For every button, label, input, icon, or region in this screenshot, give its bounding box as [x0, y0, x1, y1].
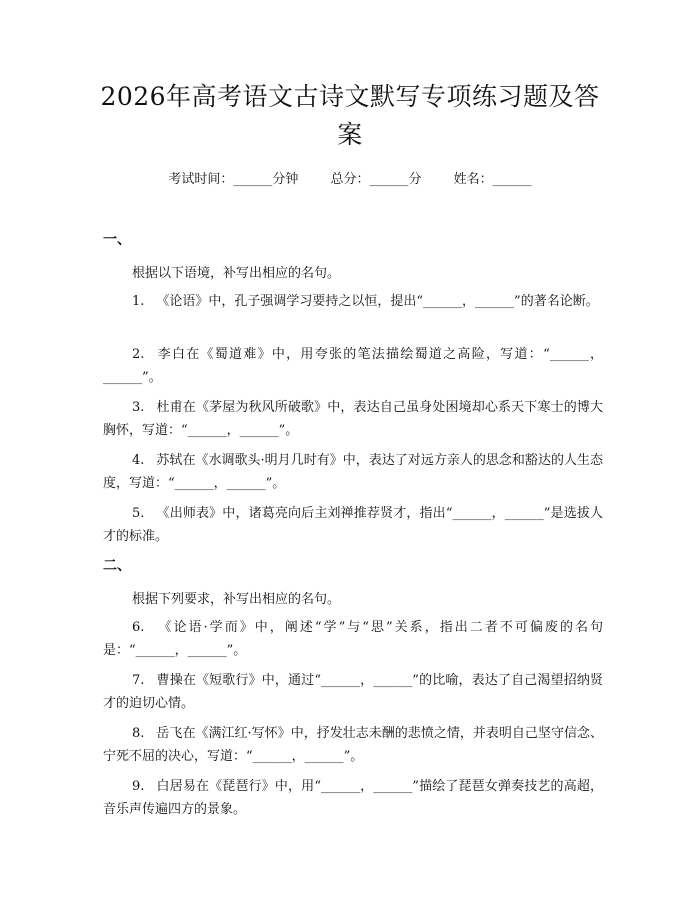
question-3 [103, 396, 603, 442]
question-number: 7. [132, 673, 145, 688]
question-4 [103, 449, 603, 495]
page-title: 2026年高考语文古诗文默写专项练习题及答案 [100, 82, 600, 149]
question-1 [103, 290, 603, 313]
question-number: 8. [132, 726, 145, 741]
question-number: 5. [132, 506, 145, 521]
question-number: 2. [132, 347, 145, 362]
section-heading-1: 一、 [103, 232, 131, 248]
question-2 [103, 343, 603, 389]
question-text: 李白在《蜀道难》中，用夸张的笔法描绘蜀道之高险，写道：“______，______”。 [103, 347, 603, 385]
question-text: 苏轼在《水调歌头·明月几时有》中，表达了对远方亲人的思念和豁达的人生态度，写道：“______，______”。 [103, 453, 603, 491]
question-5 [103, 502, 603, 548]
question-number: 9. [132, 779, 145, 794]
total-score: 总分：______分 [330, 172, 422, 187]
question-number: 6. [132, 620, 145, 635]
question-text: 《论语·学而》中，阐述“学”与“思”关系，指出二者不可偏废的名句是：“______，______”。 [103, 620, 603, 658]
question-number: 3. [132, 400, 145, 415]
question-6 [103, 616, 603, 662]
question-7 [103, 669, 603, 715]
question-9 [103, 775, 603, 821]
question-text: 岳飞在《满江红·写怀》中，抒发壮志未酬的悲愤之情，并表明自己坚守信念、宁死不屈的决心，写道：“______，______”。 [103, 726, 603, 764]
section-instruction-2: 根据下列要求，补写出相应的名句。 [132, 592, 341, 607]
section-instruction-1: 根据以下语境，补写出相应的名句。 [132, 266, 341, 281]
question-text: 杜甫在《茅屋为秋风所破歌》中，表达自己虽身处困境却心系天下寒士的博大胸怀，写道：“______，______”。 [103, 400, 603, 438]
question-text: 《出师表》中，诸葛亮向后主刘禅推荐贤才，指出“______，______”是选拔人才的标准。 [103, 506, 603, 544]
question-text: 《论语》中，孔子强调学习要持之以恒，提出“______，______”的著名论断。 [156, 294, 599, 309]
question-number: 4. [132, 453, 145, 468]
section-heading-2: 二、 [103, 558, 131, 574]
question-text: 白居易在《琵琶行》中，用“______，______”描绘了琵琶女弹奏技艺的高超，音乐声传遍四方的景象。 [103, 779, 603, 817]
exam-time: 考试时间：______分钟 [168, 172, 299, 187]
exam-meta [0, 168, 700, 187]
question-text: 曹操在《短歌行》中，通过“______，______”的比喻，表达了自己渴望招纳贤才的迫切心情。 [103, 673, 603, 711]
question-8 [103, 722, 603, 768]
student-name: 姓名：______ [453, 172, 532, 187]
question-number: 1. [132, 294, 145, 309]
